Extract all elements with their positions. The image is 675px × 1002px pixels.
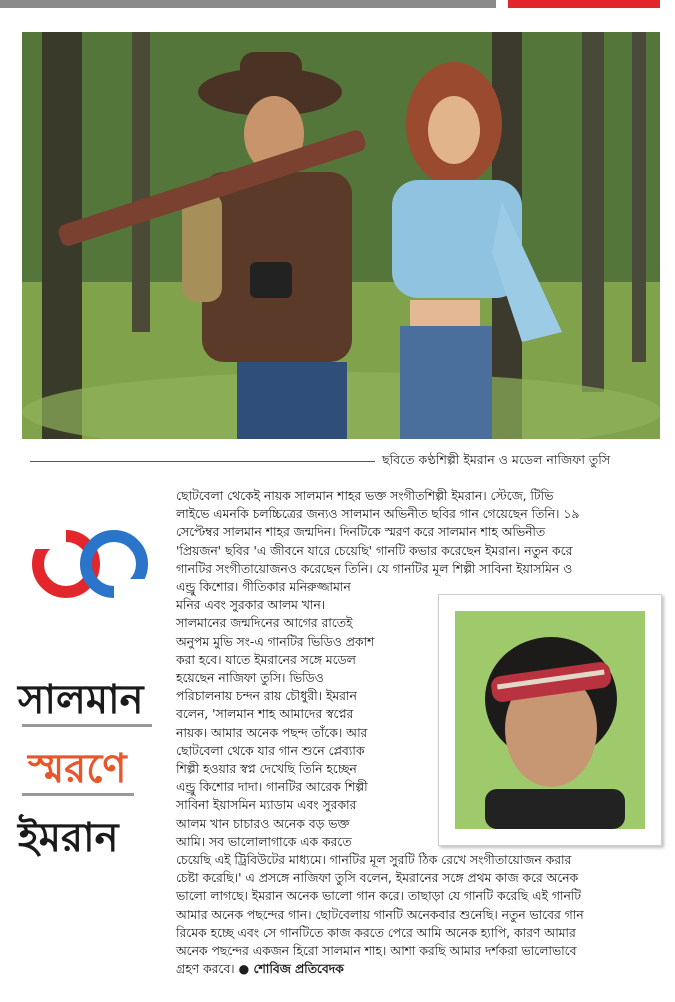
body-line: আমি। সব ভালোলাগাকে এক করতে xyxy=(176,834,352,849)
body-line: সেপ্টেম্বর সালমান শাহর জন্মদিন। দিনটিকে স্মরণ করে সালমান শাহ অভিনীত xyxy=(176,525,546,540)
body-line: পরিচালনায় চন্দন রায় চৌধুরী। ইমরান xyxy=(176,689,357,704)
body-line: ছোটবেলা থেকে যার গান শুনে প্লেব্যাক xyxy=(176,743,365,758)
body-line: হয়েছেন নাজিফা তুসি। ভিডিও xyxy=(176,671,324,686)
top-gray-bar xyxy=(0,0,496,8)
headline-rule-2 xyxy=(22,793,134,796)
body-line: রিমেক হচ্ছে এবং সে গানটিতে কাজ করতে পেরে আমি অনেক হ্যাপি, কারণ আমার xyxy=(176,925,576,940)
main-photo-illustration xyxy=(22,32,660,439)
body-line: আমার অনেক পছন্দের গান। ছোটবেলায় গানটি অনেকবার শুনেছি। নতুন ভাবের গান xyxy=(176,907,584,922)
body-line: চেয়েছি এই ট্রিবিউটের মাধ্যমে। গানটির মূল সুরটি ঠিক রেখে সংগীতায়োজন করার xyxy=(176,853,572,867)
last-sentence: গ্রহণ করবে। xyxy=(176,962,235,977)
body-top-block xyxy=(176,487,662,578)
body-line: লাইভে এমনকি চলচ্চিত্রের জন্যও সালমান অভিনীত ছবির গান গেয়েছেন তিনি। ১৯ xyxy=(176,507,580,522)
body-mid-block xyxy=(176,578,432,851)
photo-caption: ছবিতে কণ্ঠশিল্পী ইমরান ও মডেল নাজিফা তুসি xyxy=(382,452,611,467)
portrait-photo xyxy=(455,611,645,829)
main-photo xyxy=(22,32,660,439)
body-last-line xyxy=(176,960,666,978)
body-line: অনুপম মুভি সং-এ গানটির ভিডিও প্রকাশ xyxy=(176,634,375,649)
byline: শোবিজ প্রতিবেদক xyxy=(253,962,344,977)
body-bottom-block xyxy=(176,851,666,978)
body-line: 'প্রিয়জন' ছবির 'এ জীবনে যারে চেয়েছি' গানটি কভার করেছেন ইমরান। নতুন করে xyxy=(176,543,573,558)
body-line: এন্ড্রু কিশোর। গীতিকার মনিরুজ্জামান xyxy=(176,580,351,594)
portrait-inset xyxy=(438,594,662,846)
body-line: করা হবে। যাতে ইমরানের সঙ্গে মডেল xyxy=(176,652,356,667)
body-line: বলেন, 'সালমান শাহ আমাদের স্বপ্নের xyxy=(176,707,354,722)
body-line: আলম খান চাচারও অনেক বড় ভক্ত xyxy=(176,816,350,831)
top-red-bar xyxy=(508,0,660,8)
newspaper-logo xyxy=(30,527,148,601)
body-line: মনির এবং সুরকার আলম খান। xyxy=(176,598,326,613)
body-line: সালমানের জন্মদিনের আগের রাতেই xyxy=(176,616,353,631)
headline-line-1: সালমান xyxy=(18,676,144,723)
headline-line-3: ইমরান xyxy=(18,814,119,861)
portrait-illustration xyxy=(455,611,645,829)
body-line: ছোটবেলা থেকেই নায়ক সালমান শাহর ভক্ত সংগীতশিল্পী ইমরান। স্টেজে, টিভি xyxy=(176,489,554,503)
body-line: নায়ক। আমার অনেক পছন্দ তাঁকে। আর xyxy=(176,725,368,740)
logo-circles-icon xyxy=(30,527,148,601)
body-line: এন্ড্রু কিশোর দাদা। গানটির আরেক শিল্পী xyxy=(176,780,368,795)
headline-rule-1 xyxy=(22,724,152,727)
body-line: গানটির সংগীতায়োজনও করেছেন তিনি। যে গানটির মূল শিল্পী সাবিনা ইয়াসমিন ও xyxy=(176,561,573,576)
body-line: ভালো লাগছে। ইমরান অনেক ভালো গান করে। তাছাড়া যে গানটি করেছি এই গানটি xyxy=(176,889,582,904)
body-line: শিল্পী হওয়ার স্বপ্ন দেখেছি তিনি হচ্ছেন xyxy=(176,762,357,777)
body-line: অনেক পছন্দের একজন হিরো সালমান শাহ। আশা করছি আমার দর্শকরা ভালোভাবে xyxy=(176,944,577,959)
body-line: চেষ্টা করেছি।' এ প্রসঙ্গে নাজিফা তুসি বলেন, ইমরানের সঙ্গে প্রথম কাজ করে অনেক xyxy=(176,871,579,886)
body-line: সাবিনা ইয়াসমিন ম্যাডাম এবং সুরকার xyxy=(176,798,357,813)
headline-line-2: স্মরণে xyxy=(28,745,127,792)
byline-bullet-icon: ● xyxy=(238,962,254,977)
caption-rule xyxy=(30,461,375,462)
